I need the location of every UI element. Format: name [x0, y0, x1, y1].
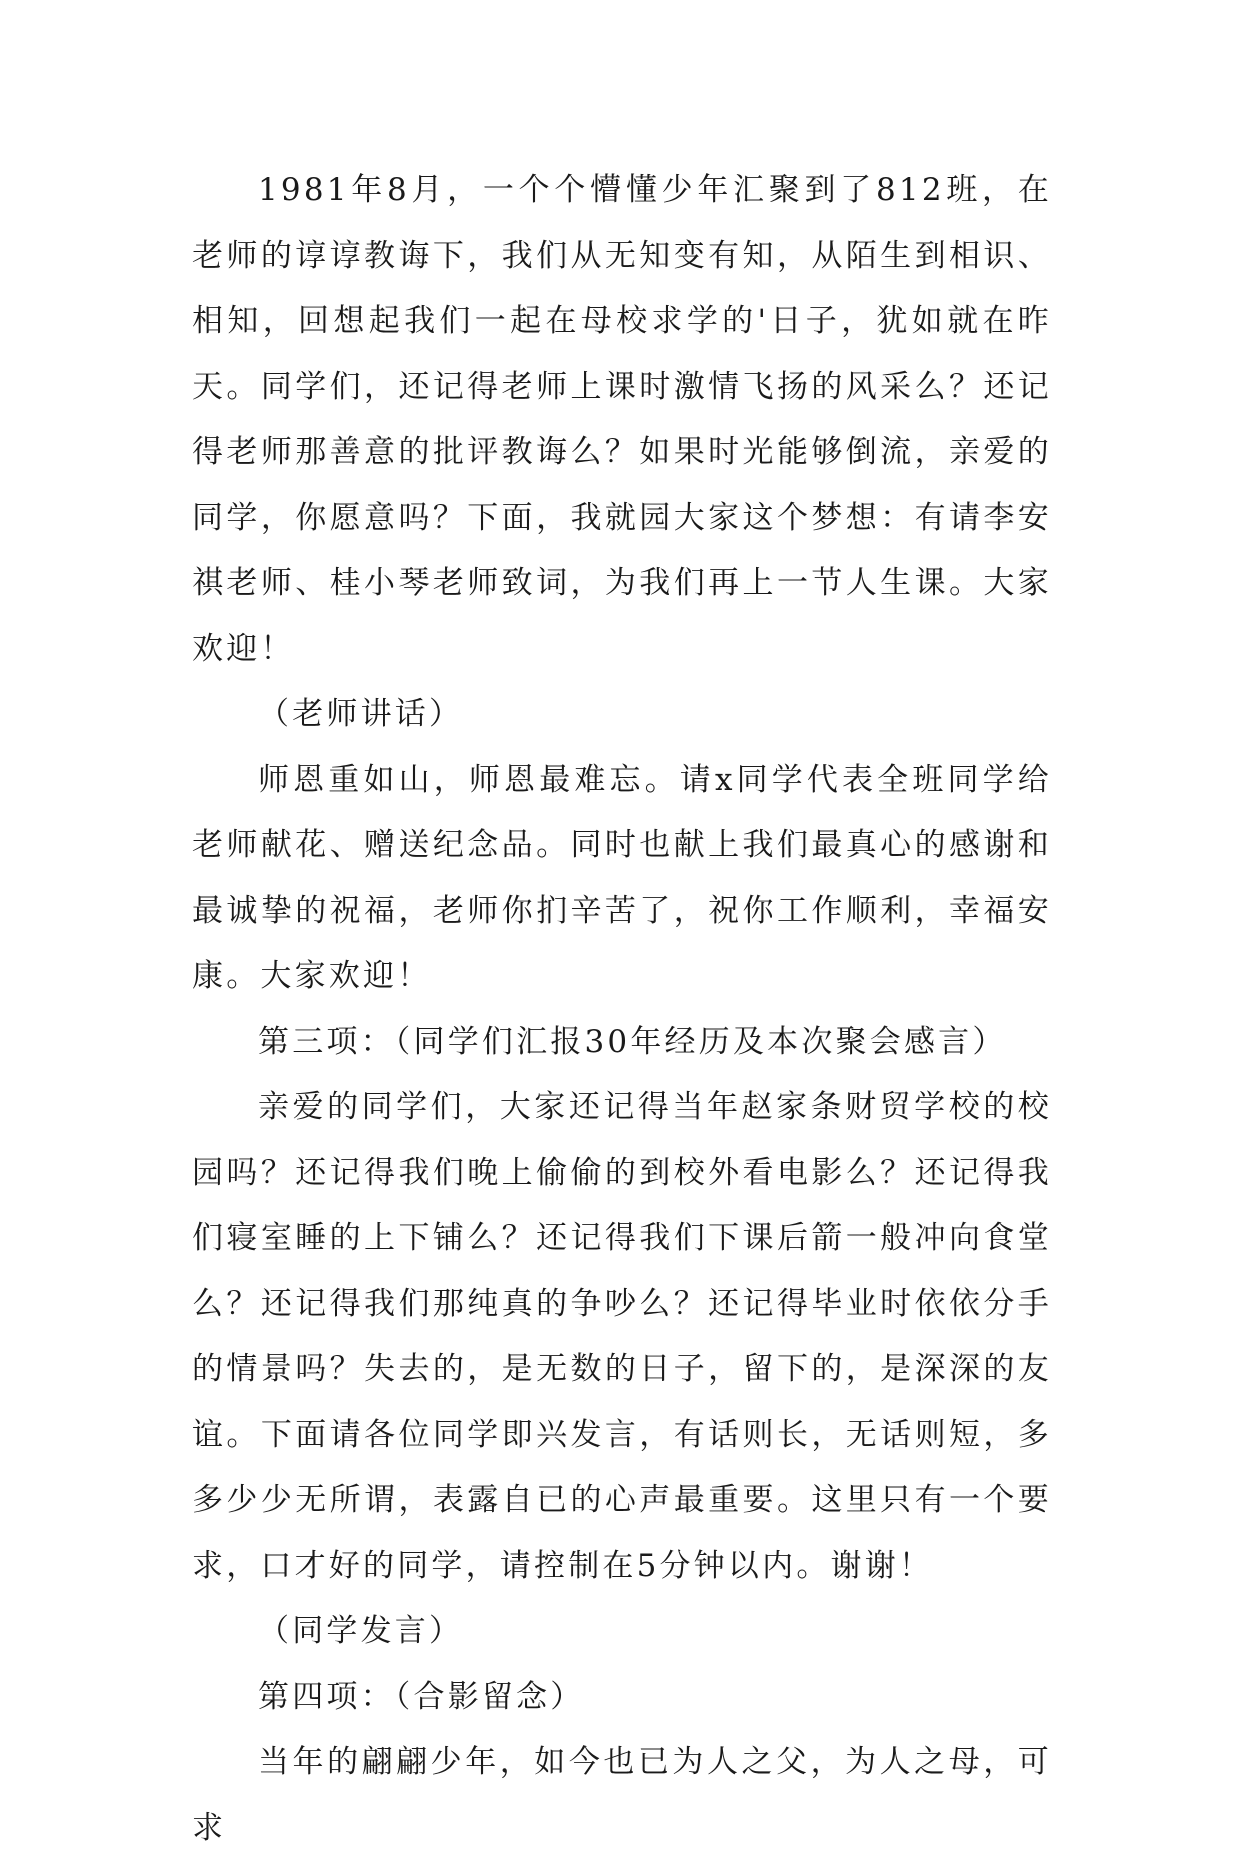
- paragraph-teacher-intro: 1981年8月，一个个懵懂少年汇聚到了812班，在老师的谆谆教诲下，我们从无知变有知，从陌生到相识、相知，回想起我们一起在母校求学的'日子，犹如就在昨天。同学们，还记得老师上课时激情飞扬的风采么？还记得老师那善意的批评教诲么？如果时光能够倒流，亲爱的同学，你愿意吗？下面，我就园大家这个梦想：有请李安祺老师、桂小琴老师致词，为我们再上一节人生课。大家欢迎！: [192, 172, 1052, 667]
- paragraph-classmates-memories: 亲爱的同学们，大家还记得当年赵家条财贸学校的校园吗？还记得我们晚上偷偷的到校外看电影么？还记得我们寝室睡的上下铺么？还记得我们下课后箭一般冲向食堂么？还记得我们那纯真的争吵么？还记得毕业时依依分手的情景吗？失去的，是无数的日子，留下的，是深深的友谊。下面请各位同学即兴发言，有话则长，无话则短，多多少少无所谓，表露自已的心声最重要。这里只有一个要求，口才好的同学，请控制在5分钟以内。谢谢！: [192, 1089, 1052, 1584]
- document-body: [192, 158, 1052, 1861]
- paragraph-flowers-gifts: 师恩重如山，师恩最难忘。请x同学代表全班同学给老师献花、赠送纪念品。同时也献上我们最真心的感谢和最诚挚的祝福，老师你扪辛苦了，祝你工作顺利，幸福安康。大家欢迎！: [192, 761, 1052, 994]
- paragraph-teacher-speech-note: （老师讲话）: [258, 696, 464, 732]
- section-heading-item-three: 第三项：（同学们汇报30年经历及本次聚会感言）: [258, 1023, 1007, 1060]
- paragraph-group-photo: 当年的翩翩少年，如今也已为人之父，为人之母，可求: [192, 1744, 1052, 1846]
- paragraph-classmates-speech-note: （同学发言）: [258, 1613, 464, 1649]
- section-heading-item-four: 第四项：（合影留念）: [258, 1678, 585, 1715]
